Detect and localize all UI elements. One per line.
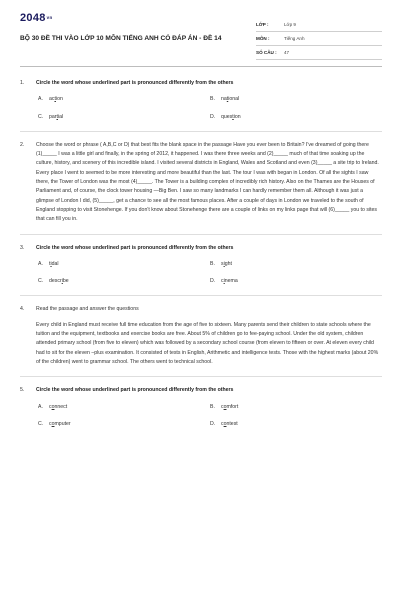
option-b[interactable]: B. national — [210, 96, 240, 103]
question-divider — [20, 295, 382, 296]
option-a[interactable]: A. tidal — [38, 260, 59, 267]
question-list — [20, 79, 382, 429]
meta-value: Lớp 9 — [284, 22, 296, 27]
option-d[interactable]: D. question — [210, 113, 241, 120]
meta-label: MÔN : — [256, 36, 270, 41]
reading-passage: Every child in England must receive full time education from the age of five to sixteen. Many parents send their children to state schools where the tuition and the equipment, textbooks and exercise books are free. About 5% of children go to fee-paying school. Under the old system, children attended primary school (from five to eleven) which was followed by a secondary school course (from eleven to fifteen or over. At eleven every child had to sit for the eleven –plus examination. It consisted of tests in English, Arithmetic and intelligence tests. Those with the highest marks (about 20% of the children) went to grammar school. The others went to technical school. — [36, 321, 379, 365]
meta-value: 47 — [284, 50, 290, 55]
meta-row-count — [256, 46, 382, 60]
question-prompt: Read the passage and answer the questions — [36, 306, 139, 313]
option-c[interactable]: C. partial — [38, 113, 64, 120]
question-divider — [20, 376, 382, 377]
meta-label: SỐ CÂU : — [256, 50, 277, 55]
meta-label: LỚP : — [256, 22, 269, 27]
question-prompt: Circle the word whose underlined part is pronounced differently from the others — [36, 244, 234, 251]
option-b[interactable]: B. sight — [210, 260, 232, 267]
question-divider — [20, 234, 382, 235]
question-number: 5. — [20, 387, 25, 394]
meta-row-subject — [256, 32, 382, 46]
question-number: 3. — [20, 244, 25, 251]
question-divider — [20, 131, 382, 132]
option-d[interactable]: D. cinema — [210, 278, 238, 285]
meta-table — [256, 18, 382, 60]
option-a[interactable]: A. connect — [38, 403, 68, 410]
option-b[interactable]: B. comfort — [210, 403, 239, 410]
question-number: 1. — [20, 80, 25, 86]
question-number: 4. — [20, 306, 25, 313]
question-5 — [20, 386, 382, 429]
meta-row-class — [256, 18, 382, 32]
document-title: BỘ 30 ĐỀ THI VÀO LỚP 10 MÔN TIẾNG ANH CÓ ĐÁP ÁN - ĐỀ 14 — [20, 35, 222, 42]
meta-value: Tiếng Anh — [284, 36, 305, 41]
question-prompt: Circle the word whose underlined part is pronounced differently from the others — [36, 80, 234, 86]
option-c[interactable]: C. computer — [38, 420, 71, 427]
header-divider — [20, 66, 382, 67]
page-header — [20, 8, 382, 60]
question-4 — [20, 305, 382, 367]
question-passage: Choose the word or phrase ( A,B,C or D) that best fits the blank space in the passage Have you ever been to Britain? I've dreamed of going there (1)_____ I was a little girl and finally, in the spring of 2012, it happened. I was there three weeks and (2)_____ much of that time soaking up the culture, history, and scenery of this incredible island. I visited several districts in England, Wales and Scotland and even (3)_____ a site trip to Ireland. Every place I went to seemed to be more interesting and more beautiful than the last. The tour I was with began in London. Of all the sights I saw there, the Tower of London was the most (4)_____. The Tower is a building complex of incredibly rich history. Also on the Thames are the Houses of Parliament and, of course, the clock tower housing —Big Ben. I saw so many landmarks I can hardly remember them all. Although it was just a glimpse of London I did, (5)_____, get a chance to see all the most famous places. After a couple of days in London we traveled to the south of England stopping to visit Stonehenge. If you don't know about Stonehenge there are a couple of links on my links page that will (6)_____ you to sites that can fill you in. — [36, 141, 379, 223]
question-2 — [20, 141, 382, 225]
question-1 — [20, 79, 382, 122]
option-d[interactable]: D. contest — [210, 420, 238, 427]
site-logo[interactable]: $2048^{vn}$ — [20, 12, 53, 24]
option-a[interactable]: A. action — [38, 96, 63, 103]
question-3 — [20, 244, 382, 287]
option-c[interactable]: C. describe — [38, 278, 69, 285]
question-number: 2. — [20, 141, 25, 148]
question-prompt: Circle the word whose underlined part is pronounced differently from the others — [36, 387, 234, 394]
